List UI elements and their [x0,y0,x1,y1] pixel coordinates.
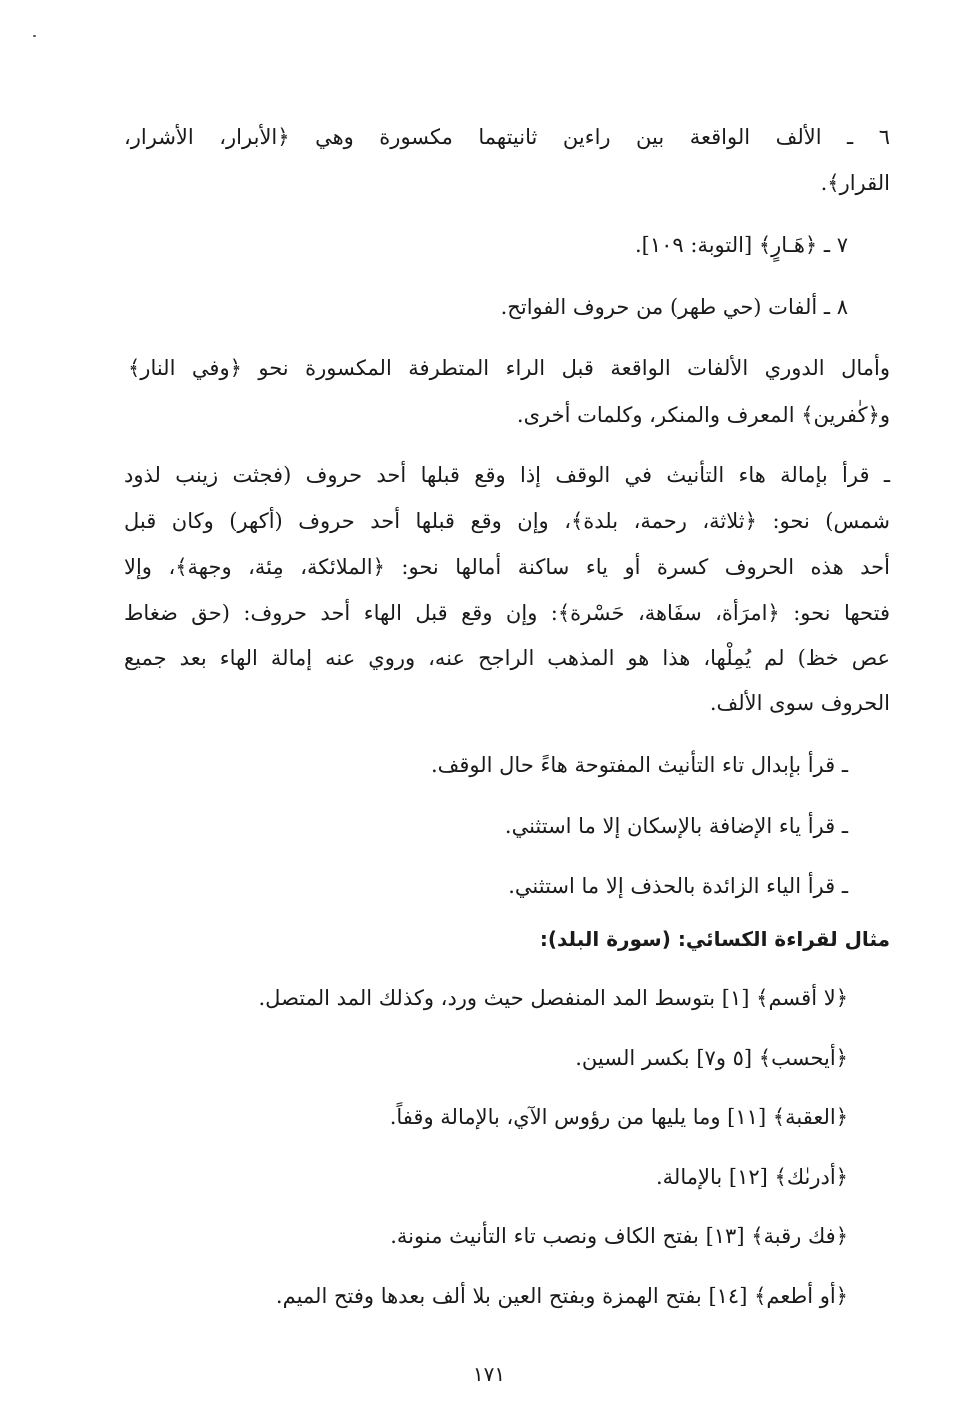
scan-speck [33,35,36,37]
page-number: ١٧١ [472,1362,506,1386]
imala-paragraph-line-2: شمس) نحو: ﴿ثلاثة، رحمة، بلدة﴾، وإن وقع قبلها أحد حروف (أكهر) وكان قبل [124,509,890,533]
imala-paragraph-line-4: فتحها نحو: ﴿امرَأة، سفَاهة، حَسْرة﴾: وإن وقع قبل الهاء أحد حروف: (حق ضغاط [124,601,890,625]
example-line-3: ﴿العقبة﴾ [١١] وما يليها من رؤوس الآي، بالإمالة وقفاً. [389,1105,848,1129]
imala-paragraph-line-6: الحروف سوى الألف. [709,691,890,715]
item-6-line-1: ٦ ـ الألف الواقعة بين راءين ثانيتهما مكسورة وهي ﴿الأبرار، الأشرار، [124,125,890,149]
example-line-6: ﴿أو أطعم﴾ [١٤] بفتح الهمزة وبفتح العين بلا ألف بعدها وفتح الميم. [275,1284,848,1308]
doori-paragraph-line-1: وأمال الدوري الألفات الواقعة قبل الراء المتطرفة المكسورة نحو ﴿وفي النار﴾ [128,356,890,380]
imala-paragraph-line-5: عص خظ) لم يُمِلْها، هذا هو المذهب الراجح عنه، وروي عنه إمالة الهاء بعد جميع [124,646,890,670]
example-line-1: ﴿لا أقسم﴾ [١] بتوسط المد المنفصل حيث ورد، وكذلك المد المتصل. [258,986,848,1010]
example-heading: مثال لقراءة الكسائي: (سورة البلد): [539,927,890,951]
doori-paragraph-line-2: و﴿كٰفرين﴾ المعرف والمنكر، وكلمات أخرى. [516,403,890,427]
item-7: ٧ ـ ﴿هَـارٍ﴾ [التوبة: ١٠٩]. [634,233,848,257]
imala-paragraph-line-3: أحد هذه الحروف كسرة أو ياء ساكنة أمالها نحو: ﴿الملائكة، مِئة، وجهة﴾، وإلا [124,555,890,579]
rule-yaa-idafa: ـ قرأ ياء الإضافة بالإسكان إلا ما استثني. [504,814,848,838]
example-line-4: ﴿أدرىٰك﴾ [١٢] بالإمالة. [656,1165,848,1189]
imala-paragraph-line-1: ـ قرأ بإمالة هاء التأنيث في الوقف إذا وقع قبلها أحد حروف (فجثت زينب لذود [124,463,890,487]
rule-ibdal: ـ قرأ بإبدال تاء التأنيث المفتوحة هاءً حال الوقف. [430,753,848,777]
example-line-5: ﴿فك رقبة﴾ [١٣] بفتح الكاف ونصب تاء التأنيث منونة. [390,1224,848,1248]
rule-yaa-zaida: ـ قرأ الياء الزائدة بالحذف إلا ما استثني. [508,874,848,898]
item-8: ٨ ـ ألفات (حي طهر) من حروف الفواتح. [500,295,848,319]
item-6-line-2: القرار﴾. [820,171,890,195]
example-line-2: ﴿أيحسب﴾ [٥ و٧] بكسر السين. [575,1046,848,1070]
